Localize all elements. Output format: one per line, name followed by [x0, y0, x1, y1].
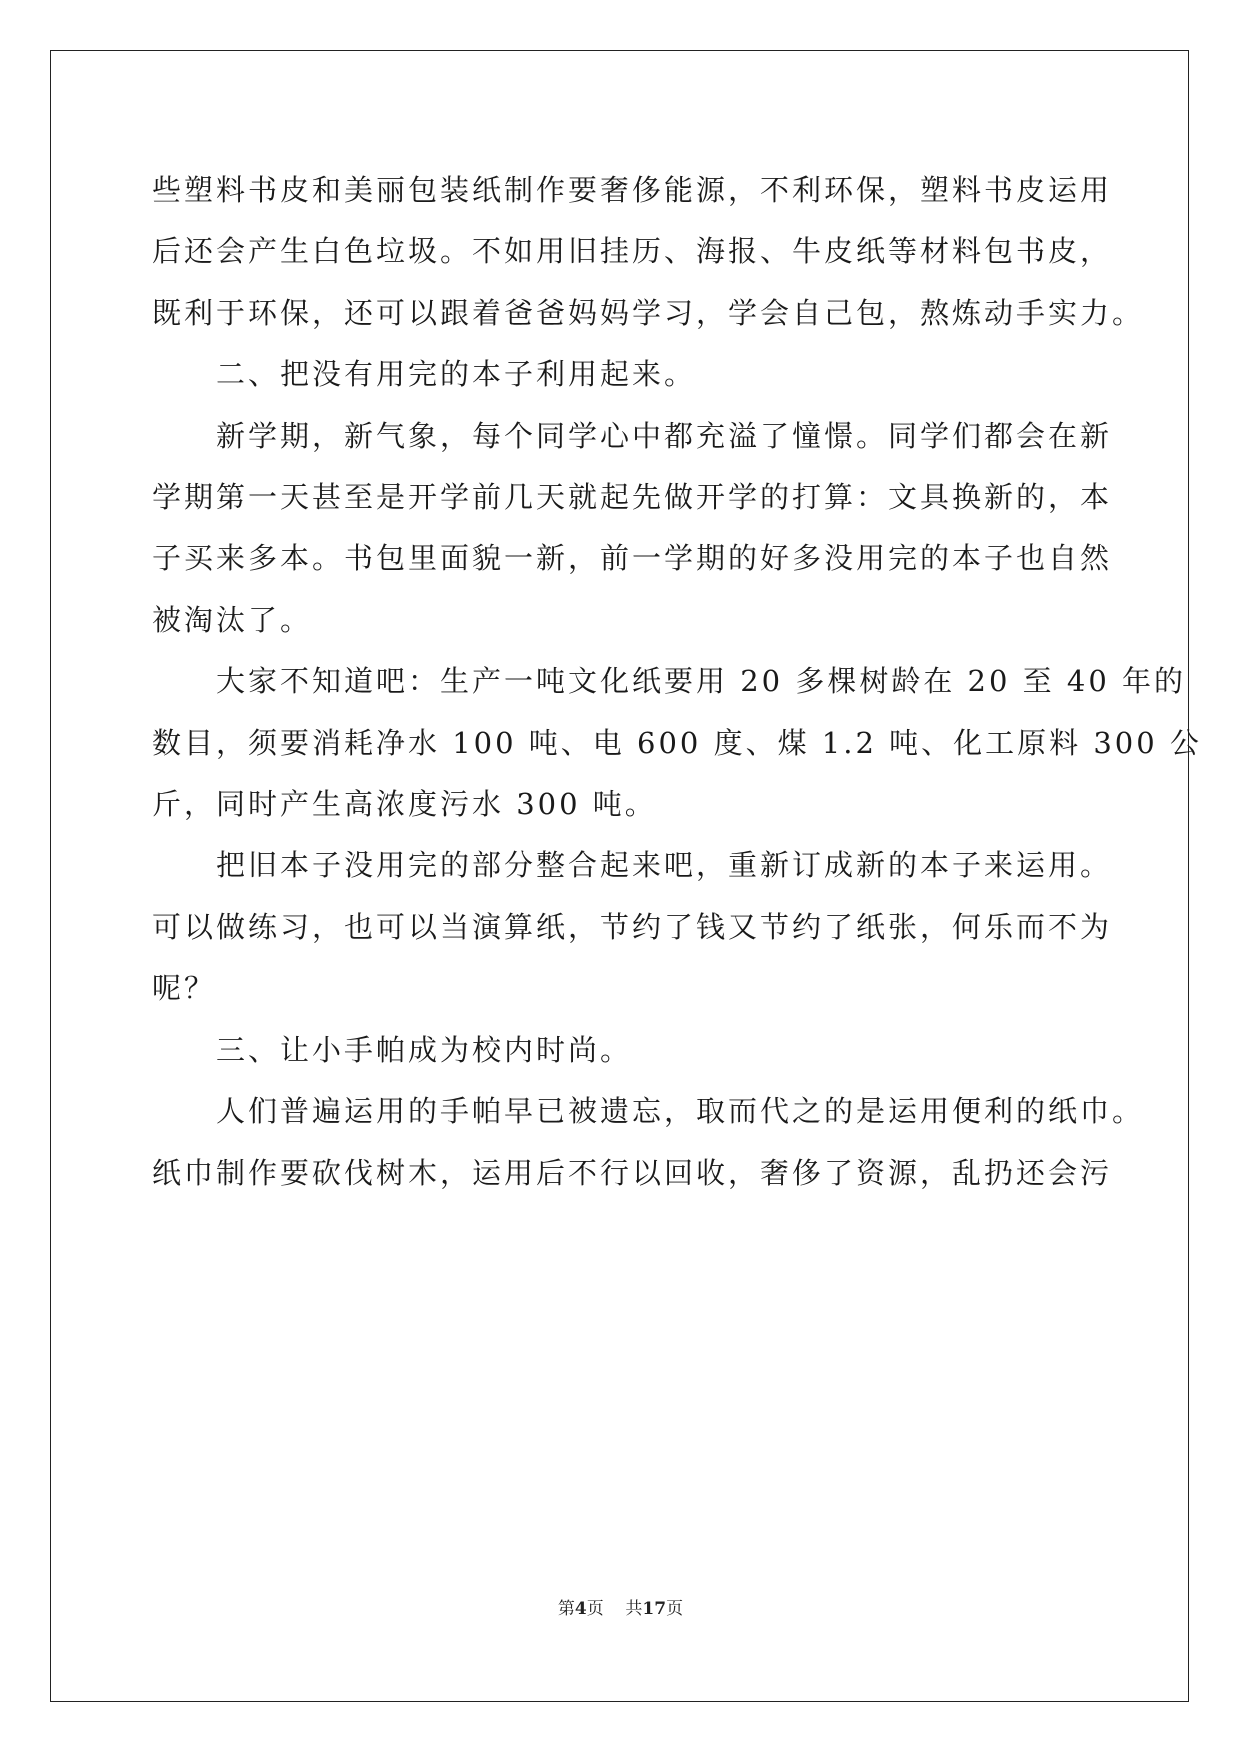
text-line: 学期第一天甚至是开学前几天就起先做开学的打算：文具换新的，本	[152, 480, 1113, 515]
text-line: 既利于环保，还可以跟着爸爸妈妈学习，学会自己包，熬炼动手实力。	[152, 295, 1145, 330]
footer-total-suffix: 页	[666, 1599, 684, 1619]
page-number: 4	[574, 1599, 587, 1619]
text-line: 可以做练习，也可以当演算纸，节约了钱又节约了纸张，何乐而不为	[152, 909, 1113, 944]
text-line: 呢？	[152, 971, 217, 1006]
text-line: 新学期，新气象，每个同学心中都充溢了憧憬。同学们都会在新	[152, 418, 1113, 453]
text-line: 后还会产生白色垃圾。不如用旧挂历、海报、牛皮纸等材料包书皮，	[152, 234, 1113, 269]
text-line: 被淘汰了。	[152, 602, 313, 637]
text-line: 些塑料书皮和美丽包装纸制作要奢侈能源，不利环保，塑料书皮运用	[152, 173, 1113, 207]
document-body	[152, 160, 1202, 1204]
section-heading: 二、把没有用完的本子利用起来。	[152, 357, 697, 392]
text-line: 把旧本子没用完的部分整合起来吧，重新订成新的本子来运用。	[152, 848, 1113, 883]
text-line: 斤，同时产生高浓度污水 300 吨。	[152, 787, 657, 822]
page-footer	[0, 1594, 1241, 1619]
total-pages: 17	[642, 1599, 667, 1619]
text-line: 大家不知道吧：生产一吨文化纸要用 20 多棵树龄在 20 至 40 年的	[152, 664, 1187, 699]
footer-prefix: 第	[557, 1599, 575, 1619]
footer-page-suffix: 页	[586, 1599, 604, 1619]
text-line: 子买来多本。书包里面貌一新，前一学期的好多没用完的本子也自然	[152, 541, 1113, 576]
text-line: 数目，须要消耗净水 100 吨、电 600 度、煤 1.2 吨、化工原料 300 公	[152, 725, 1202, 760]
text-line: 纸巾制作要砍伐树木，运用后不行以回收，奢侈了资源，乱扔还会污	[152, 1155, 1113, 1190]
text-line: 人们普遍运用的手帕早已被遗忘，取而代之的是运用便利的纸巾。	[152, 1094, 1145, 1129]
footer-total-prefix: 共	[625, 1599, 643, 1619]
section-heading: 三、让小手帕成为校内时尚。	[152, 1032, 633, 1067]
